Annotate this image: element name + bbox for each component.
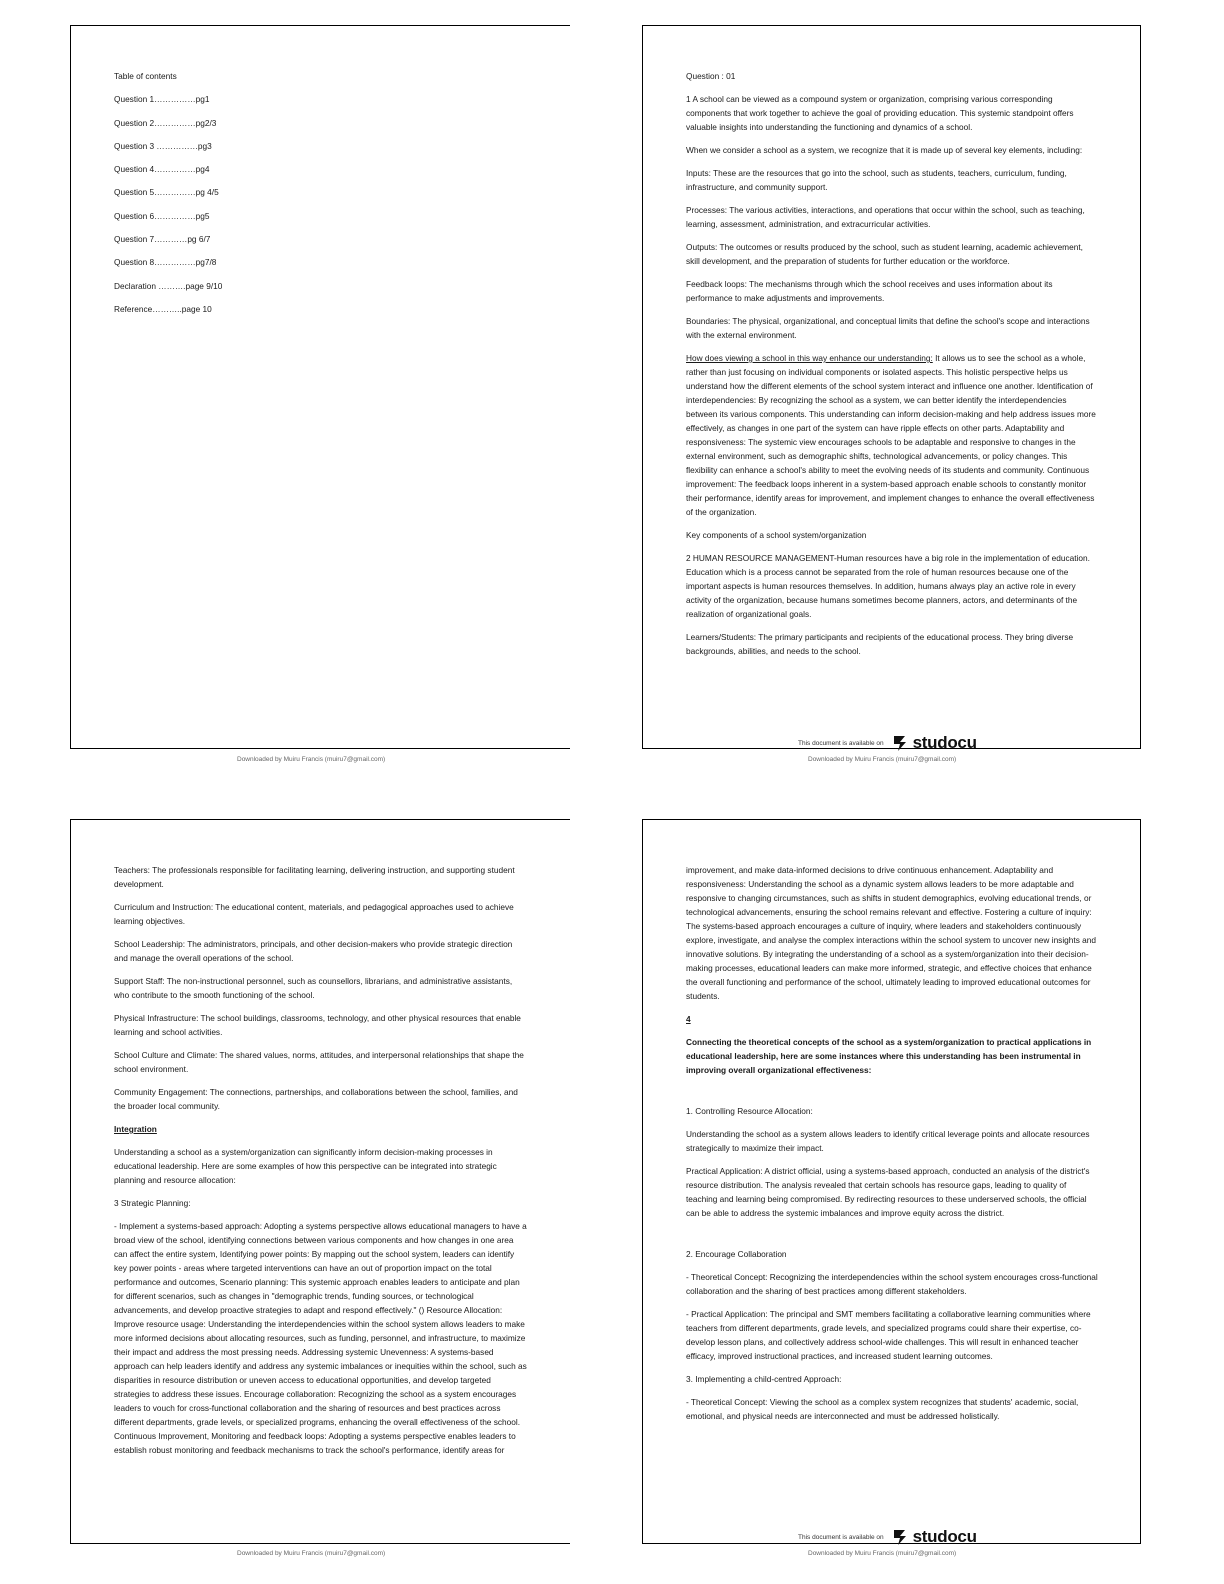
studocu-note: This document is available on (798, 739, 884, 747)
paragraph: 1 A school can be viewed as a compound system or organization, comprising various corresponding components that work together to achieve the goal of providing education. This systemic standpoint offers valuable insights into understanding the functioning and dynamics of a school. (686, 94, 1074, 132)
paragraph: Feedback loops: The mechanisms through which the school receives and uses information about its performance to make adjustments and improvements. (686, 279, 1053, 303)
page-2 (642, 25, 1141, 749)
paragraph: Understanding the school as a system allows leaders to identify critical leverage points and allocate resources strategically to maximize their impact. (686, 1129, 1090, 1153)
toc-item: Declaration ……….page 9/10 (114, 280, 223, 291)
paragraph: Community Engagement: The connections, partnerships, and collaborations between the school, families, and the broader local community. (114, 1087, 518, 1111)
section-heading: Integration (114, 1124, 157, 1134)
page-4-body (686, 863, 1098, 1432)
page-3-body (114, 863, 528, 1466)
paragraph: Physical Infrastructure: The school buildings, classrooms, technology, and other physical resources that enable learning and school activities. (114, 1013, 521, 1037)
paragraph: 3 Strategic Planning: (114, 1198, 191, 1208)
studocu-brand (798, 733, 977, 753)
paragraph: 1. Controlling Resource Allocation: (686, 1106, 813, 1116)
toc-title: Table of contents (114, 71, 177, 81)
paragraph-text: It allows us to see the school as a whole, rather than just focusing on individual components or isolated aspects. This holistic perspective helps us understand how the different elements of the school system interact and influence one another. Identification of interdependencies: By recognizing the school as a system, we can better identify the interdependencies between its various components. This understanding can inform decision-making and help address issues more effectively, as changes in one part of the system can have ripple effects on other parts. Adaptability and responsiveness: The systemic view encourages schools to be adaptable and responsive to changes in the external environment, such as demographic shifts, technological advancements, or policy changes. This flexibility can enhance a school's ability to meet the evolving needs of its students and community. Continuous improvement: The feedback loops inherent in a system-based approach enable schools to constantly monitor their performance, identify areas for improvement, and implement changes to enhance the overall effectiveness of the organization. (686, 353, 1096, 517)
page-1 (70, 25, 570, 749)
paragraph: School Leadership: The administrators, principals, and other decision-makers who provide strategic direction and manage the overall operations of the school. (114, 939, 513, 963)
toc-item: Question 1……………pg1 (114, 94, 210, 105)
underlined-lead: How does viewing a school in this way enhance our understanding: (686, 353, 933, 363)
paragraph: Teachers: The professionals responsible for facilitating learning, delivering instruction, and supporting student development. (114, 865, 515, 889)
paragraph: improvement, and make data-informed decisions to drive continuous enhancement. Adaptability and responsiveness: Understanding the school as a dynamic system allows leaders to be more adaptable and responsive to changing circumstances, such as shifts in student demographics, evolving educational trends, or technological advancements, ensuring the school remains relevant and effective. Fostering a culture of inquiry: The systems-based approach encourages a culture of inquiry, where leaders and stakeholders continuously explore, investigate, and analyse the complex interactions within the school system to uncover new insights and innovative solutions. By integrating the understanding of a school as a system/organization into their decision-making processes, educational leaders can make more informed, strategic, and effective choices that enhance the overall functioning and performance of the school, ultimately leading to improved educational outcomes for students. (686, 865, 1096, 1001)
paragraph: - Theoretical Concept: Viewing the school as a complex system recognizes that students' academic, social, emotional, and physical needs are interconnected and must be addressed holistically. (686, 1397, 1079, 1421)
toc-item: Reference………..page 10 (114, 303, 212, 314)
studocu-note: This document is available on (798, 1533, 884, 1541)
paragraph: Key components of a school system/organization (686, 530, 867, 540)
spacer (686, 1229, 1098, 1247)
toc-item: Question 7…………pg 6/7 (114, 234, 211, 245)
paragraph: Inputs: These are the resources that go into the school, such as students, teachers, curriculum, funding, infrastructure, and community support. (686, 168, 1067, 192)
paragraph (686, 351, 1098, 519)
table-of-contents (114, 69, 528, 325)
page-footer: Downloaded by Muiru Francis (muiru7@gmail.com) (808, 1550, 957, 1557)
paragraph: - Theoretical Concept: Recognizing the interdependencies within the school system encourages cross-functional collaboration and the sharing of best practices among different stakeholders. (686, 1272, 1098, 1296)
paragraph: Connecting the theoretical concepts of the school as a system/organization to practical applications in educational leadership, here are some instances where this understanding has been instrumental in improving overall organizational effectiveness: (686, 1037, 1092, 1075)
page-3 (70, 819, 570, 1544)
paragraph: School Culture and Climate: The shared values, norms, attitudes, and interpersonal relationships that shape the school environment. (114, 1050, 524, 1074)
question-number: 4 (686, 1014, 691, 1024)
paragraph: Outputs: The outcomes or results produced by the school, such as student learning, academic achievement, skill development, and the preparation of students for further education or the workforce. (686, 242, 1083, 266)
paragraph: Understanding a school as a system/organization can significantly inform decision-making processes in educational leadership. Here are some examples of how this perspective can be integrated into strategic planning and resource allocation: (114, 1147, 497, 1185)
paragraph: When we consider a school as a system, we recognize that it is made up of several key elements, including: (686, 145, 1083, 155)
studocu-logo-icon (890, 733, 910, 753)
toc-item: Question 6……………pg5 (114, 210, 210, 221)
paragraph: Curriculum and Instruction: The educational content, materials, and pedagogical approaches used to achieve learning objectives. (114, 902, 514, 926)
page-footer: Downloaded by Muiru Francis (muiru7@gmail.com) (237, 756, 386, 763)
paragraph: Support Staff: The non-instructional personnel, such as counsellors, librarians, and administrative assistants, who contribute to the smooth functioning of the school. (114, 976, 513, 1000)
paragraph: Learners/Students: The primary participants and recipients of the educational process. They bring diverse backgrounds, abilities, and needs to the school. (686, 632, 1074, 656)
paragraph: 2 HUMAN RESOURCE MANAGEMENT-Human resources have a big role in the implementation of education. Education which is a process cannot be separated from the role of human resources because one of the important aspects is human resources themselves. In addition, humans always play an active role in every activity of the organization, because humans sometimes become planners, actors, and determinants of the realization of organizational goals. (686, 553, 1090, 619)
toc-item: Question 3 ……………pg3 (114, 140, 212, 151)
paragraph: - Implement a systems-based approach: Adopting a systems perspective allows educational managers to have a broad view of the school, identifying connections between various components and how changes in one area can affect the entire system, Identifying power points: By mapping out the school system, leaders can identify key power points - areas where targeted interventions can have an out of proportion impact on the total performance and outcomes, Scenario planning: This systemic approach enables leaders to anticipate and plan for different scenarios, such as changes in "demographic trends, funding sources, or technological advancements, and develop proactive strategies to adapt and respond effectively." () Resource Allocation: Improve resource usage: Understanding the interdependencies within the school system allows leaders to make more informed decisions about allocating resources, such as funding, personnel, and infrastructure, to maximize their impact and address the most pressing needs. Addressing systemic Unevenness: A systems-based approach can help leaders identify and address any systemic imbalances or inequities within the school, such as disparities in resource distribution or uneven access to educational opportunities, and develop targeted strategies to address these issues. Encourage collaboration: Recognizing the school as a system encourages leaders to vouch for cross-functional collaboration and the sharing of resources and best practices across different departments, grade levels, or specialized programs, enhancing the overall effectiveness of the school. Continuous Improvement, Monitoring and feedback loops: Adopting a systems perspective enables leaders to establish robust monitoring and feedback mechanisms to track the school's performance, identify areas for (114, 1221, 527, 1455)
spacer (686, 1086, 1098, 1104)
toc-item: Question 2……………pg2/3 (114, 117, 217, 128)
paragraph: 3. Implementing a child-centred Approach: (686, 1374, 842, 1384)
toc-item: Question 5……………pg 4/5 (114, 187, 219, 198)
paragraph: Boundaries: The physical, organizational, and conceptual limits that define the school's scope and interactions with the external environment. (686, 316, 1090, 340)
question-heading: Question : 01 (686, 71, 736, 81)
paragraph: Processes: The various activities, interactions, and operations that occur within the school, such as teaching, learning, assessment, administration, and extracurricular activities. (686, 205, 1085, 229)
page-footer: Downloaded by Muiru Francis (muiru7@gmail.com) (237, 1550, 386, 1557)
studocu-brand (798, 1527, 977, 1547)
studocu-logo-icon (890, 1527, 910, 1547)
page-2-body (686, 69, 1098, 667)
page-footer: Downloaded by Muiru Francis (muiru7@gmail.com) (808, 756, 957, 763)
paragraph: 2. Encourage Collaboration (686, 1249, 787, 1259)
toc-item: Question 4……………pg4 (114, 164, 210, 175)
page-4 (642, 819, 1141, 1544)
paragraph: Practical Application: A district official, using a systems-based approach, conducted an analysis of the district's resource distribution. The analysis revealed that certain schools has resource gaps, leading to quality of teaching and learning being compromised. By redirecting resources to these underserved schools, the official can be able to address the systemic imbalances and improve equity across the district. (686, 1166, 1090, 1218)
toc-item: Question 8……………pg7/8 (114, 257, 217, 268)
studocu-name: studocu (912, 1527, 977, 1546)
paragraph: - Practical Application: The principal and SMT members facilitating a collaborative learning communities where teachers from different departments, grade levels, and specialized programs could share their expertise, co-develop lesson plans, and collectively address school-wide challenges. This will result in enhanced teacher efficacy, improved instructional practices, and increased student learning outcomes. (686, 1309, 1091, 1361)
studocu-name: studocu (912, 733, 977, 752)
